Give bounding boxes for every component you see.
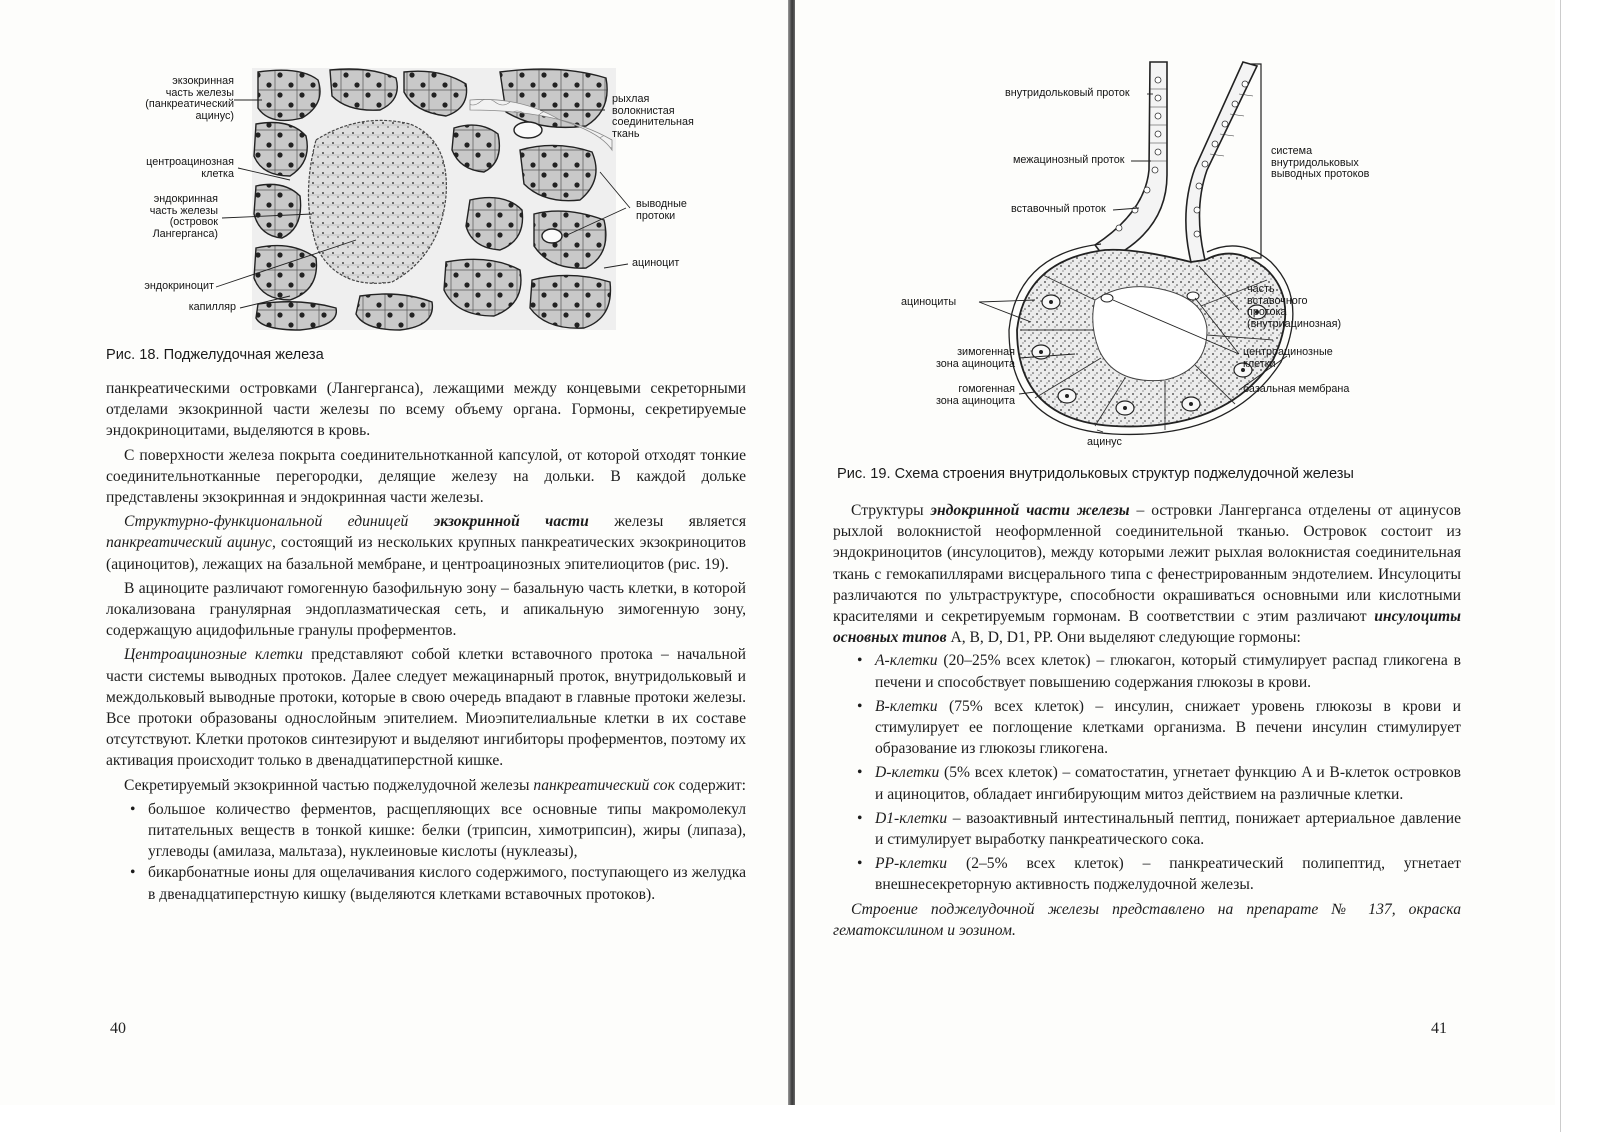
fig19-label-homogen-zone <box>885 384 1015 407</box>
label-line: (островок <box>169 216 218 228</box>
fig18-label-endocrinocyte: эндокриноцит <box>144 280 214 292</box>
text-run: , состоящий из нескольких крупных панкреатических экзокриноцитов (ациноцитов), лежащих на базальной мембране, и центроацинозных эпителиоцитов (рис. 19). <box>106 534 746 573</box>
text-run: Структуры <box>851 502 931 519</box>
label-line: соединительная <box>612 116 694 128</box>
text-run: содержит: <box>674 776 746 794</box>
page-number-left: 40 <box>110 1020 126 1037</box>
fig19-label-intercalated-part <box>1247 284 1341 330</box>
fig19-label-basal-membrane: базальная мембрана <box>1243 383 1350 395</box>
left-body-text <box>106 378 746 905</box>
bullet-list <box>833 650 1461 895</box>
label-line: зона ациноцита <box>935 394 1015 407</box>
label-line: выводных протоков <box>1271 168 1370 180</box>
fig19-label-duct-system <box>1271 146 1369 181</box>
label-line: часть <box>1247 283 1275 295</box>
italic-run: панкреатический ацинус <box>106 534 272 552</box>
text-run: железы является <box>588 513 747 531</box>
label-line: внутридольковых <box>1271 156 1359 169</box>
label-line: клетка <box>201 167 234 180</box>
fig18-caption: Рис. 18. Поджелудочная железа <box>106 347 324 363</box>
fig19-label-acinocytes: ациноциты <box>901 296 957 308</box>
bullet-icon: • <box>130 864 136 882</box>
list-item-text: (2–5% всех клеток) – панкреатический полипептид, угнетает внешнесекреторную активность поджелудочной железы. <box>875 855 1461 894</box>
label-line: эндокринная <box>153 193 218 205</box>
label-line: зимогенная <box>957 346 1015 358</box>
label-line: протоки <box>636 209 676 222</box>
text-run: A, B, D, D1, PP. Они выделяют следующие гормоны: <box>946 629 1301 647</box>
bold-italic-run: эндокринной части железы <box>930 502 1130 519</box>
paragraph <box>106 511 746 575</box>
label-line: центроацинозные <box>1243 346 1333 358</box>
fig19-label-zymogen-zone <box>885 347 1015 370</box>
list-item-text: большое количество ферментов, расщепляющих все основные типы макромолекул питательных веществ в тонкой кишке: белки (трипсин, химотрипсин), жиры (липаза), углеводы (амилаза, мальтаза), нуклеиновые кислоты (нуклеазы), <box>148 800 746 861</box>
closing-note <box>833 899 1461 941</box>
list-item-text: (20–25% всех клеток) – глюкагон, который стимулирует распад гликогена в печени и способствует повышению содержания глюкозы в крови. <box>875 652 1461 691</box>
label-line: зона ациноцита <box>935 357 1015 370</box>
label-line: выводные <box>636 198 687 210</box>
paragraph <box>833 500 1461 648</box>
list-item <box>833 808 1461 850</box>
fig18-label-centroacinar <box>120 157 234 180</box>
paragraph <box>106 775 746 796</box>
page-number-right: 41 <box>1431 1020 1447 1037</box>
fig18-label-capillary: капилляр <box>188 301 236 313</box>
bullet-icon: • <box>857 697 863 715</box>
fig19-caption: Рис. 19. Схема строения внутридольковых структур поджелудочной железы <box>837 466 1354 482</box>
list-item <box>833 696 1461 760</box>
bullet-icon: • <box>857 764 863 782</box>
paragraph: В ациноците различают гомогенную базофильную зону – базальную часть клетки, в которой локализована гранулярная эндоплазматическая сеть, и апикальную зимогенную зону, содержащую ацидофильные гранулы проферментов. <box>106 579 746 640</box>
label-line: (панкреатический <box>145 98 234 110</box>
right-page <box>795 0 1555 1105</box>
fig19-label-centroacinar-cells <box>1243 347 1333 370</box>
bullet-icon: • <box>857 809 863 827</box>
label-line: Лангерганса) <box>152 227 218 240</box>
bold-italic-run: экзокринной части <box>433 513 589 531</box>
fig19-label-acinus: ацинус <box>1087 436 1122 448</box>
list-item-text: (5% всех клеток) – соматостатин, угнетает функцию A и B-клеток островков и ациноцитов, обладает ингибирующим митоз действием на различные клетки. <box>875 764 1461 803</box>
fig18-label-loose-tissue <box>612 94 694 140</box>
label-line: клетки <box>1243 357 1276 370</box>
fig18-label-endocrine-part <box>100 194 218 240</box>
label-line: центроацинозная <box>146 156 234 168</box>
italic-run: Строение поджелудочной железы представлено на препарате № 137, окраска гематоксилином и эозином. <box>833 900 1461 939</box>
figure-19-acinus-scheme <box>795 0 1555 450</box>
label-line: вставочного <box>1247 294 1308 307</box>
italic-run: Центроацинозные клетки <box>124 646 303 664</box>
cell-type-name: D-клетки <box>875 764 940 782</box>
cell-type-name: B-клетки <box>875 697 938 715</box>
label-line: система <box>1271 145 1313 157</box>
list-item-text: (75% всех клеток) – инсулин, снижает уровень глюкозы в крови и стимулирует ее поглощение клетками организма. В печени инсулин стимулирует образование из глюкозы гликогена. <box>875 697 1461 758</box>
text-run: – островки Лангерганса отделены от ацинусов рыхлой волокнистой неоформленной соединительной тканью. Островок состоит из эндокриноцитов (инсулоцитов), между которыми лежит рыхлая волокнистая соединительная ткань с гемокапиллярами висцерального типа с фенестрированным эндотелием. Инсулоциты различаются по ультраструктуре, способности окрашиваться основными или кислотными красителями и секретируемым гормонам. В соответствии с этим различают <box>833 502 1461 626</box>
label-line: ацинус) <box>195 109 234 122</box>
list-item <box>833 762 1461 804</box>
label-line: гомогенная <box>958 383 1015 395</box>
label-line: (внутриацинозная) <box>1247 317 1342 330</box>
list-item <box>106 862 746 904</box>
italic-run: панкреатический сок <box>533 776 675 794</box>
label-line: ткань <box>612 127 640 140</box>
fig18-label-acinocyte: ациноцит <box>632 257 680 269</box>
label-line: часть железы <box>165 86 234 99</box>
label-line: часть железы <box>149 204 218 217</box>
scan-edge <box>1560 0 1601 1132</box>
bold-italic-run: инсулоциты основных типов <box>833 608 1461 647</box>
paragraph: С поверхности железа покрыта соединительнотканной капсулой, от которой отходят тонкие соединительнотканные перегородки, делящие железу на дольки. В каждой дольке представлены экзокринная и эндокринная части железы. <box>106 446 746 507</box>
list-item <box>833 650 1461 692</box>
list-item <box>106 799 746 863</box>
text-run: представляют собой клетки вставочного протока – начальной части системы выводных протоков. Далее следует межацинарный проток, внутридольковый и междольковый выводные протоки, которые в свою очередь впадают в главные протоки железы. Все протоки образованы однослойным эпителием. Миоэпителиальные клетки в их составе отсутствуют. Клетки протоков синтезируют и выделяют ингибиторы проферментов, поэтому их активация происходит только в двенадцатиперстной кишке. <box>106 646 746 770</box>
label-line: протока <box>1247 306 1287 318</box>
list-item <box>833 853 1461 895</box>
paragraph: панкреатическими островками (Лангерганса), лежащими между концевыми секреторными отделами экзокринной части железы по всему объему органа. Гормоны, секретируемые эндокриноцитами, выделяются в кровь. <box>106 380 746 440</box>
fig19-label-intercalated-duct: вставочный проток <box>1011 203 1106 215</box>
cell-type-name: PP-клетки <box>875 855 948 873</box>
fig18-label-exocrine-part <box>120 76 234 122</box>
text-run: Секретируемый экзокринной частью поджелудочной железы <box>124 776 534 794</box>
bullet-icon: • <box>857 855 863 873</box>
fig19-label-intralobular-duct: внутридольковый проток <box>1005 87 1130 99</box>
bullet-icon: • <box>130 800 136 818</box>
cell-type-name: A-клетки <box>875 652 938 670</box>
right-body-text <box>833 500 1461 941</box>
italic-run: Структурно-функциональной единицей <box>124 513 434 531</box>
fig18-label-ducts <box>636 199 687 222</box>
label-line: экзокринная <box>172 75 234 87</box>
left-page <box>0 0 790 1105</box>
bullet-list <box>106 799 746 905</box>
bullet-icon: • <box>857 652 863 670</box>
paragraph <box>106 644 746 771</box>
label-line: рыхлая <box>612 93 650 105</box>
cell-type-name: D1-клетки <box>875 809 948 827</box>
label-line: волокнистая <box>612 104 675 117</box>
list-item-text: – вазоактивный интестинальный пептид, понижает артериальное давление и стимулирует выработку панкреатического сока. <box>875 809 1461 849</box>
list-item-text: бикарбонатные ионы для ощелачивания кислого содержимого, поступающего из желудка в двенадцатиперстную кишку (выделяются клетками вставочных протоков). <box>148 864 746 903</box>
fig19-label-interacinar-duct: межацинозный проток <box>1013 154 1125 166</box>
